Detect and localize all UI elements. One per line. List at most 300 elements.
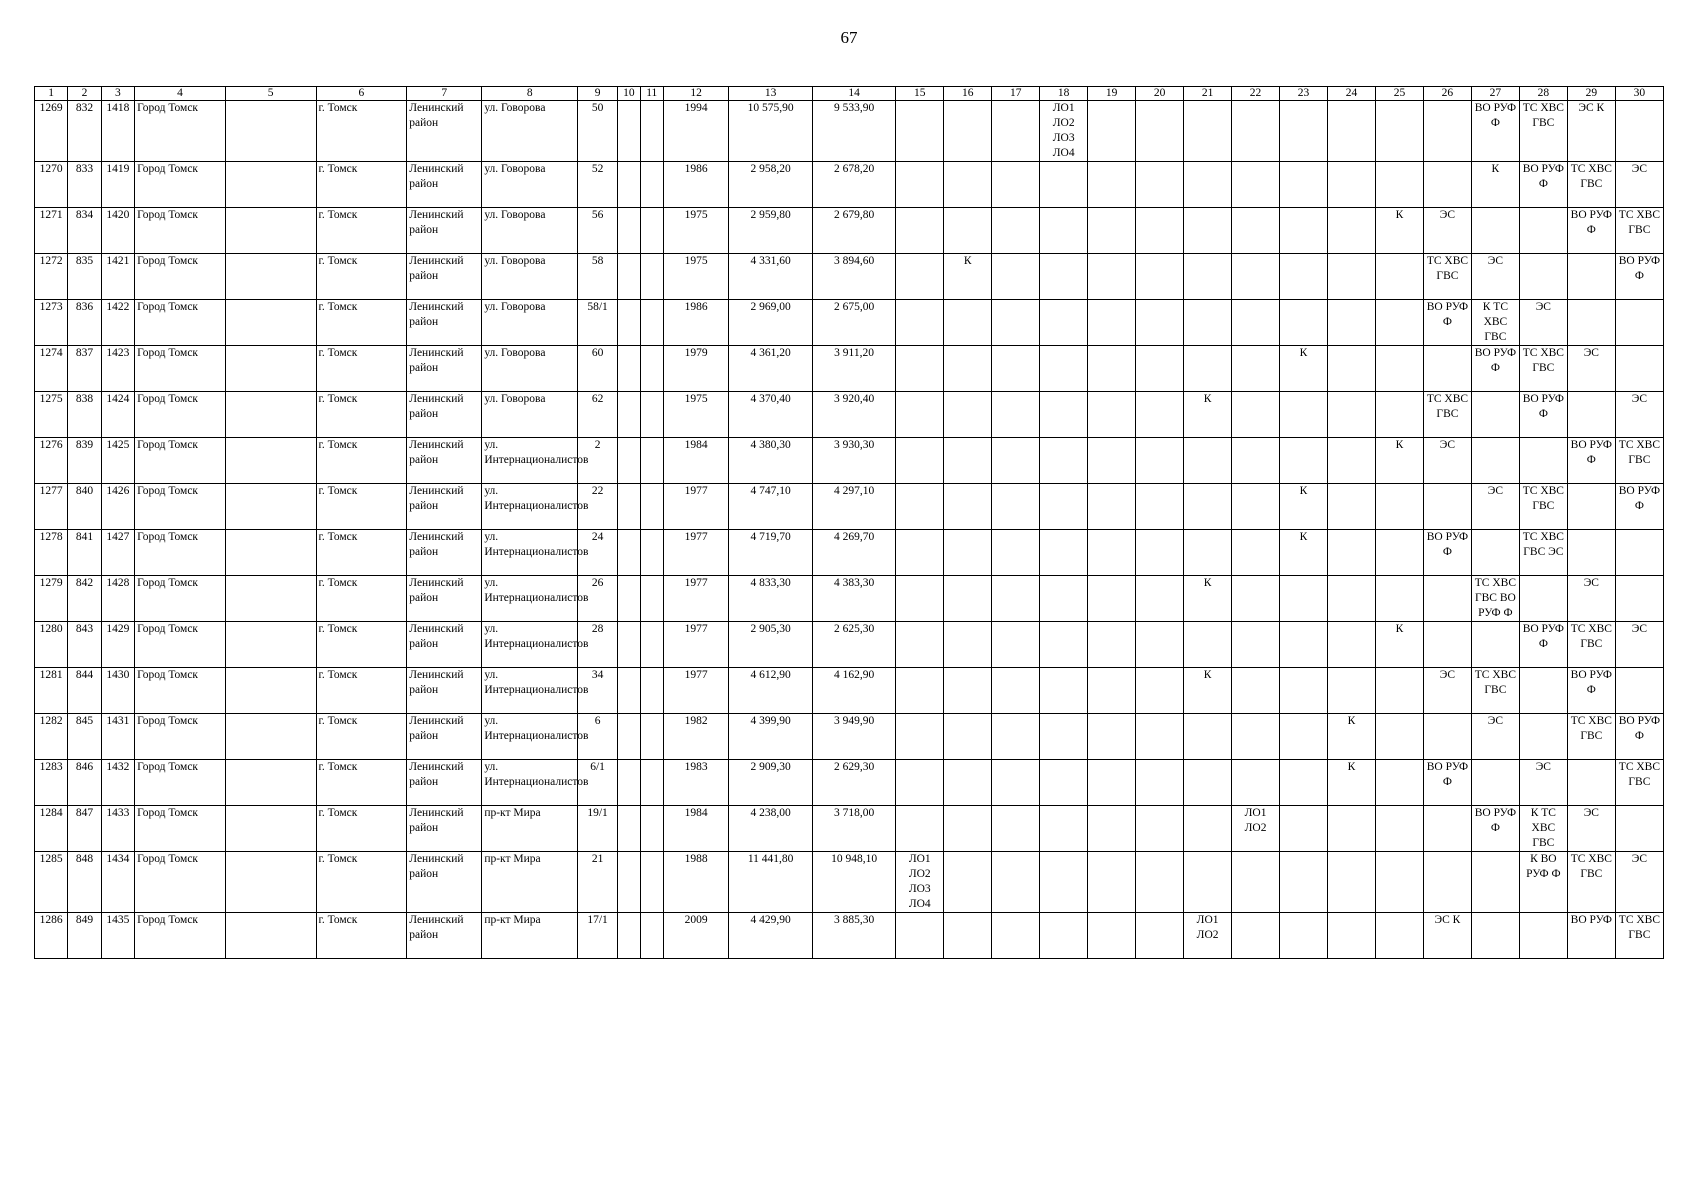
table-cell-col-9: 24 xyxy=(578,530,618,576)
table-cell-col-10 xyxy=(617,392,640,438)
table-row xyxy=(35,438,1664,484)
table-cell-col-30 xyxy=(1615,300,1663,346)
table-row xyxy=(35,760,1664,806)
table-cell-col-12: 1986 xyxy=(663,300,729,346)
table-row xyxy=(35,484,1664,530)
table-cell-col-3: 1427 xyxy=(101,530,134,576)
table-cell-col-18 xyxy=(1040,300,1088,346)
table-cell-col-11 xyxy=(640,576,663,622)
table-cell-col-19 xyxy=(1088,576,1136,622)
table-cell-col-28 xyxy=(1519,438,1567,484)
table-cell-col-9: 21 xyxy=(578,852,618,913)
table-cell-col-7: Ленинский район xyxy=(407,806,482,852)
table-cell-col-5 xyxy=(225,668,316,714)
table-cell-col-1: 1281 xyxy=(35,668,68,714)
table-cell-col-24 xyxy=(1328,484,1376,530)
table-cell-col-29: ЭС xyxy=(1567,346,1615,392)
table-cell-col-23: К xyxy=(1280,346,1328,392)
table-cell-col-23 xyxy=(1280,438,1328,484)
table-cell-col-6: г. Томск xyxy=(316,208,407,254)
table-cell-col-21 xyxy=(1184,530,1232,576)
table-cell-col-27: ВО РУФ Ф xyxy=(1471,101,1519,162)
table-cell-col-25 xyxy=(1375,101,1423,162)
table-cell-col-17 xyxy=(992,913,1040,959)
table-cell-col-8: ул. Интернационалистов xyxy=(482,760,578,806)
table-cell-col-5 xyxy=(225,484,316,530)
table-cell-col-11 xyxy=(640,714,663,760)
table-cell-col-11 xyxy=(640,438,663,484)
table-cell-col-14: 4 269,70 xyxy=(812,530,895,576)
table-cell-col-22 xyxy=(1232,346,1280,392)
table-cell-col-29: ЭС xyxy=(1567,806,1615,852)
table-cell-col-6: г. Томск xyxy=(316,438,407,484)
table-cell-col-24 xyxy=(1328,668,1376,714)
table-cell-col-10 xyxy=(617,346,640,392)
table-cell-col-25: К xyxy=(1375,622,1423,668)
table-cell-col-3: 1428 xyxy=(101,576,134,622)
table-cell-col-17 xyxy=(992,162,1040,208)
table-cell-col-5 xyxy=(225,622,316,668)
table-cell-col-23: К xyxy=(1280,530,1328,576)
table-cell-col-15 xyxy=(896,392,944,438)
table-cell-col-18 xyxy=(1040,484,1088,530)
table-cell-col-10 xyxy=(617,438,640,484)
table-cell-col-16 xyxy=(944,576,992,622)
table-cell-col-2: 844 xyxy=(68,668,101,714)
table-cell-col-17 xyxy=(992,208,1040,254)
table-cell-col-25 xyxy=(1375,806,1423,852)
table-cell-col-16 xyxy=(944,714,992,760)
table-cell-col-19 xyxy=(1088,101,1136,162)
table-cell-col-5 xyxy=(225,208,316,254)
table-cell-col-16 xyxy=(944,392,992,438)
table-cell-col-26 xyxy=(1423,484,1471,530)
table-cell-col-14: 3 718,00 xyxy=(812,806,895,852)
table-cell-col-21 xyxy=(1184,852,1232,913)
table-cell-col-2: 849 xyxy=(68,913,101,959)
table-cell-col-17 xyxy=(992,438,1040,484)
table-cell-col-15: ЛО1 ЛО2 ЛО3 ЛО4 xyxy=(896,852,944,913)
table-cell-col-12: 1988 xyxy=(663,852,729,913)
column-header-7: 7 xyxy=(407,87,482,101)
table-cell-col-14: 9 533,90 xyxy=(812,101,895,162)
table-cell-col-20 xyxy=(1136,852,1184,913)
table-cell-col-8: пр-кт Мира xyxy=(482,806,578,852)
table-cell-col-8: ул. Говорова xyxy=(482,101,578,162)
table-cell-col-22 xyxy=(1232,208,1280,254)
table-cell-col-13: 4 612,90 xyxy=(729,668,812,714)
table-cell-col-6: г. Томск xyxy=(316,254,407,300)
table-cell-col-4: Город Томск xyxy=(135,208,226,254)
table-cell-col-4: Город Томск xyxy=(135,484,226,530)
table-cell-col-28: ВО РУФ Ф xyxy=(1519,392,1567,438)
column-header-12: 12 xyxy=(663,87,729,101)
table-cell-col-23 xyxy=(1280,300,1328,346)
table-cell-col-6: г. Томск xyxy=(316,484,407,530)
table-cell-col-25 xyxy=(1375,392,1423,438)
table-cell-col-28: ТС ХВС ГВС xyxy=(1519,346,1567,392)
table-cell-col-8: ул. Говорова xyxy=(482,392,578,438)
table-cell-col-26: ЭС xyxy=(1423,208,1471,254)
table-cell-col-13: 4 361,20 xyxy=(729,346,812,392)
table-cell-col-9: 22 xyxy=(578,484,618,530)
table-cell-col-18 xyxy=(1040,208,1088,254)
table-cell-col-9: 58/1 xyxy=(578,300,618,346)
table-cell-col-20 xyxy=(1136,760,1184,806)
table-cell-col-10 xyxy=(617,806,640,852)
table-cell-col-21 xyxy=(1184,806,1232,852)
table-cell-col-25 xyxy=(1375,852,1423,913)
table-cell-col-13: 2 959,80 xyxy=(729,208,812,254)
table-cell-col-8: ул. Говорова xyxy=(482,254,578,300)
table-cell-col-18 xyxy=(1040,714,1088,760)
table-cell-col-1: 1274 xyxy=(35,346,68,392)
table-cell-col-2: 847 xyxy=(68,806,101,852)
table-cell-col-20 xyxy=(1136,806,1184,852)
table-cell-col-4: Город Томск xyxy=(135,254,226,300)
table-cell-col-1: 1269 xyxy=(35,101,68,162)
table-cell-col-6: г. Томск xyxy=(316,101,407,162)
table-cell-col-20 xyxy=(1136,714,1184,760)
table-cell-col-24 xyxy=(1328,438,1376,484)
table-cell-col-25 xyxy=(1375,162,1423,208)
table-cell-col-15 xyxy=(896,208,944,254)
table-cell-col-24 xyxy=(1328,300,1376,346)
table-cell-col-14: 3 911,20 xyxy=(812,346,895,392)
table-row xyxy=(35,852,1664,913)
table-cell-col-12: 1975 xyxy=(663,208,729,254)
table-cell-col-10 xyxy=(617,714,640,760)
table-cell-col-17 xyxy=(992,806,1040,852)
table-cell-col-15 xyxy=(896,530,944,576)
table-cell-col-17 xyxy=(992,668,1040,714)
table-cell-col-30 xyxy=(1615,346,1663,392)
table-cell-col-20 xyxy=(1136,530,1184,576)
column-header-5: 5 xyxy=(225,87,316,101)
table-cell-col-4: Город Томск xyxy=(135,806,226,852)
table-cell-col-9: 56 xyxy=(578,208,618,254)
table-cell-col-3: 1422 xyxy=(101,300,134,346)
table-cell-col-16 xyxy=(944,346,992,392)
table-cell-col-19 xyxy=(1088,530,1136,576)
table-cell-col-29: ТС ХВС ГВС xyxy=(1567,162,1615,208)
table-cell-col-1: 1283 xyxy=(35,760,68,806)
table-cell-col-24 xyxy=(1328,622,1376,668)
table-cell-col-16 xyxy=(944,484,992,530)
table-cell-col-29: ТС ХВС ГВС xyxy=(1567,852,1615,913)
table-cell-col-25: К xyxy=(1375,438,1423,484)
table-cell-col-23 xyxy=(1280,852,1328,913)
table-cell-col-23 xyxy=(1280,760,1328,806)
table-cell-col-8: ул. Интернационалистов xyxy=(482,714,578,760)
table-cell-col-16 xyxy=(944,852,992,913)
table-cell-col-23 xyxy=(1280,392,1328,438)
table-cell-col-23 xyxy=(1280,101,1328,162)
table-cell-col-24 xyxy=(1328,254,1376,300)
column-header-29: 29 xyxy=(1567,87,1615,101)
table-cell-col-5 xyxy=(225,346,316,392)
table-cell-col-9: 62 xyxy=(578,392,618,438)
table-cell-col-21 xyxy=(1184,300,1232,346)
table-cell-col-12: 1975 xyxy=(663,392,729,438)
column-header-18: 18 xyxy=(1040,87,1088,101)
table-cell-col-22 xyxy=(1232,760,1280,806)
table-cell-col-26 xyxy=(1423,101,1471,162)
table-cell-col-6: г. Томск xyxy=(316,300,407,346)
table-cell-col-14: 3 930,30 xyxy=(812,438,895,484)
table-cell-col-17 xyxy=(992,852,1040,913)
table-cell-col-6: г. Томск xyxy=(316,530,407,576)
table-cell-col-26: ЭС xyxy=(1423,668,1471,714)
table-cell-col-30 xyxy=(1615,101,1663,162)
table-cell-col-27 xyxy=(1471,530,1519,576)
table-cell-col-11 xyxy=(640,530,663,576)
table-cell-col-27: ТС ХВС ГВС xyxy=(1471,668,1519,714)
column-header-17: 17 xyxy=(992,87,1040,101)
table-cell-col-4: Город Томск xyxy=(135,852,226,913)
table-cell-col-7: Ленинский район xyxy=(407,392,482,438)
table-cell-col-15 xyxy=(896,254,944,300)
table-cell-col-27 xyxy=(1471,392,1519,438)
table-cell-col-5 xyxy=(225,254,316,300)
table-row xyxy=(35,668,1664,714)
table-cell-col-4: Город Томск xyxy=(135,101,226,162)
table-cell-col-20 xyxy=(1136,101,1184,162)
table-cell-col-4: Город Томск xyxy=(135,530,226,576)
table-cell-col-19 xyxy=(1088,254,1136,300)
table-cell-col-14: 3 949,90 xyxy=(812,714,895,760)
table-cell-col-16 xyxy=(944,806,992,852)
table-cell-col-13: 4 370,40 xyxy=(729,392,812,438)
table-cell-col-5 xyxy=(225,852,316,913)
table-cell-col-3: 1429 xyxy=(101,622,134,668)
table-cell-col-12: 1977 xyxy=(663,622,729,668)
table-cell-col-30: ТС ХВС ГВС xyxy=(1615,913,1663,959)
table-cell-col-7: Ленинский район xyxy=(407,530,482,576)
table-cell-col-1: 1272 xyxy=(35,254,68,300)
table-cell-col-10 xyxy=(617,101,640,162)
table-cell-col-23 xyxy=(1280,668,1328,714)
table-cell-col-4: Город Томск xyxy=(135,668,226,714)
table-cell-col-30: ВО РУФ Ф xyxy=(1615,714,1663,760)
table-cell-col-13: 4 719,70 xyxy=(729,530,812,576)
table-cell-col-22 xyxy=(1232,668,1280,714)
table-cell-col-25 xyxy=(1375,254,1423,300)
column-header-10: 10 xyxy=(617,87,640,101)
table-cell-col-27: ЭС xyxy=(1471,714,1519,760)
table-cell-col-11 xyxy=(640,254,663,300)
table-cell-col-17 xyxy=(992,392,1040,438)
table-cell-col-19 xyxy=(1088,208,1136,254)
table-cell-col-23: К xyxy=(1280,484,1328,530)
table-cell-col-15 xyxy=(896,714,944,760)
table-cell-col-22 xyxy=(1232,254,1280,300)
table-cell-col-21 xyxy=(1184,101,1232,162)
table-cell-col-7: Ленинский район xyxy=(407,162,482,208)
table-cell-col-30 xyxy=(1615,530,1663,576)
table-cell-col-1: 1286 xyxy=(35,913,68,959)
table-cell-col-11 xyxy=(640,852,663,913)
table-cell-col-23 xyxy=(1280,576,1328,622)
table-cell-col-14: 2 679,80 xyxy=(812,208,895,254)
table-cell-col-10 xyxy=(617,254,640,300)
table-cell-col-15 xyxy=(896,806,944,852)
table-cell-col-12: 1975 xyxy=(663,254,729,300)
table-cell-col-13: 4 747,10 xyxy=(729,484,812,530)
table-cell-col-20 xyxy=(1136,913,1184,959)
table-cell-col-14: 10 948,10 xyxy=(812,852,895,913)
column-header-23: 23 xyxy=(1280,87,1328,101)
table-cell-col-18 xyxy=(1040,913,1088,959)
table-cell-col-15 xyxy=(896,438,944,484)
table-cell-col-5 xyxy=(225,760,316,806)
table-cell-col-21 xyxy=(1184,254,1232,300)
table-cell-col-12: 1979 xyxy=(663,346,729,392)
table-cell-col-2: 838 xyxy=(68,392,101,438)
column-header-30: 30 xyxy=(1615,87,1663,101)
table-cell-col-25 xyxy=(1375,484,1423,530)
table-cell-col-28: ЭС xyxy=(1519,760,1567,806)
table-cell-col-1: 1276 xyxy=(35,438,68,484)
column-header-8: 8 xyxy=(482,87,578,101)
table-cell-col-19 xyxy=(1088,668,1136,714)
table-cell-col-6: г. Томск xyxy=(316,162,407,208)
table-cell-col-28 xyxy=(1519,576,1567,622)
table-cell-col-20 xyxy=(1136,162,1184,208)
table-cell-col-29: ЭС К xyxy=(1567,101,1615,162)
table-cell-col-27: К xyxy=(1471,162,1519,208)
table-cell-col-14: 4 162,90 xyxy=(812,668,895,714)
column-header-20: 20 xyxy=(1136,87,1184,101)
table-cell-col-4: Город Томск xyxy=(135,438,226,484)
table-cell-col-3: 1419 xyxy=(101,162,134,208)
table-cell-col-1: 1285 xyxy=(35,852,68,913)
table-cell-col-3: 1433 xyxy=(101,806,134,852)
table-cell-col-25 xyxy=(1375,576,1423,622)
table-cell-col-29 xyxy=(1567,760,1615,806)
table-cell-col-29 xyxy=(1567,530,1615,576)
table-cell-col-29: ТС ХВС ГВС xyxy=(1567,622,1615,668)
table-cell-col-6: г. Томск xyxy=(316,760,407,806)
table-cell-col-9: 60 xyxy=(578,346,618,392)
table-cell-col-24 xyxy=(1328,913,1376,959)
table-cell-col-18 xyxy=(1040,346,1088,392)
table-cell-col-27 xyxy=(1471,208,1519,254)
table-cell-col-6: г. Томск xyxy=(316,576,407,622)
table-cell-col-20 xyxy=(1136,254,1184,300)
table-cell-col-28: ЭС xyxy=(1519,300,1567,346)
table-cell-col-18 xyxy=(1040,254,1088,300)
table-cell-col-15 xyxy=(896,913,944,959)
table-cell-col-18 xyxy=(1040,852,1088,913)
table-cell-col-13: 4 399,90 xyxy=(729,714,812,760)
column-header-13: 13 xyxy=(729,87,812,101)
table-cell-col-1: 1282 xyxy=(35,714,68,760)
table-cell-col-27: К ТС ХВС ГВС xyxy=(1471,300,1519,346)
table-row xyxy=(35,300,1664,346)
table-cell-col-6: г. Томск xyxy=(316,806,407,852)
table-cell-col-22 xyxy=(1232,484,1280,530)
table-cell-col-24 xyxy=(1328,346,1376,392)
table-cell-col-10 xyxy=(617,162,640,208)
table-cell-col-7: Ленинский район xyxy=(407,760,482,806)
table-cell-col-26 xyxy=(1423,806,1471,852)
table-cell-col-15 xyxy=(896,668,944,714)
table-cell-col-21 xyxy=(1184,346,1232,392)
table-cell-col-18 xyxy=(1040,668,1088,714)
table-cell-col-26: ЭС xyxy=(1423,438,1471,484)
table-cell-col-7: Ленинский район xyxy=(407,714,482,760)
table-cell-col-12: 1983 xyxy=(663,760,729,806)
column-header-9: 9 xyxy=(578,87,618,101)
table-cell-col-15 xyxy=(896,300,944,346)
table-cell-col-3: 1430 xyxy=(101,668,134,714)
table-cell-col-4: Город Томск xyxy=(135,576,226,622)
table-cell-col-1: 1273 xyxy=(35,300,68,346)
table-cell-col-16 xyxy=(944,438,992,484)
table-cell-col-17 xyxy=(992,254,1040,300)
table-cell-col-16 xyxy=(944,101,992,162)
column-header-21: 21 xyxy=(1184,87,1232,101)
table-cell-col-15 xyxy=(896,484,944,530)
table-row xyxy=(35,101,1664,162)
table-cell-col-7: Ленинский район xyxy=(407,576,482,622)
table-cell-col-3: 1425 xyxy=(101,438,134,484)
table-cell-col-9: 17/1 xyxy=(578,913,618,959)
table-cell-col-18 xyxy=(1040,806,1088,852)
table-cell-col-11 xyxy=(640,484,663,530)
table-cell-col-2: 848 xyxy=(68,852,101,913)
table-cell-col-13: 2 958,20 xyxy=(729,162,812,208)
table-cell-col-27: ВО РУФ Ф xyxy=(1471,346,1519,392)
table-cell-col-2: 840 xyxy=(68,484,101,530)
table-cell-col-16 xyxy=(944,530,992,576)
table-cell-col-19 xyxy=(1088,806,1136,852)
table-cell-col-13: 4 833,30 xyxy=(729,576,812,622)
table-cell-col-4: Город Томск xyxy=(135,346,226,392)
table-cell-col-25 xyxy=(1375,913,1423,959)
table-cell-col-19 xyxy=(1088,300,1136,346)
table-cell-col-26: ВО РУФ Ф xyxy=(1423,300,1471,346)
table-cell-col-28 xyxy=(1519,254,1567,300)
table-cell-col-29 xyxy=(1567,300,1615,346)
table-cell-col-30 xyxy=(1615,576,1663,622)
table-cell-col-17 xyxy=(992,300,1040,346)
table-cell-col-14: 2 675,00 xyxy=(812,300,895,346)
table-cell-col-1: 1277 xyxy=(35,484,68,530)
table-cell-col-30 xyxy=(1615,668,1663,714)
table-cell-col-1: 1278 xyxy=(35,530,68,576)
column-header-2: 2 xyxy=(68,87,101,101)
column-header-11: 11 xyxy=(640,87,663,101)
table-cell-col-9: 2 xyxy=(578,438,618,484)
table-cell-col-18 xyxy=(1040,576,1088,622)
table-cell-col-3: 1431 xyxy=(101,714,134,760)
table-cell-col-7: Ленинский район xyxy=(407,300,482,346)
table-cell-col-17 xyxy=(992,484,1040,530)
column-header-4: 4 xyxy=(135,87,226,101)
table-cell-col-7: Ленинский район xyxy=(407,668,482,714)
table-cell-col-6: г. Томск xyxy=(316,622,407,668)
table-cell-col-15 xyxy=(896,622,944,668)
table-cell-col-21 xyxy=(1184,714,1232,760)
table-row xyxy=(35,392,1664,438)
table-cell-col-12: 1977 xyxy=(663,530,729,576)
table-cell-col-24 xyxy=(1328,530,1376,576)
table-cell-col-11 xyxy=(640,806,663,852)
table-cell-col-30: ЭС xyxy=(1615,622,1663,668)
table-cell-col-7: Ленинский район xyxy=(407,913,482,959)
